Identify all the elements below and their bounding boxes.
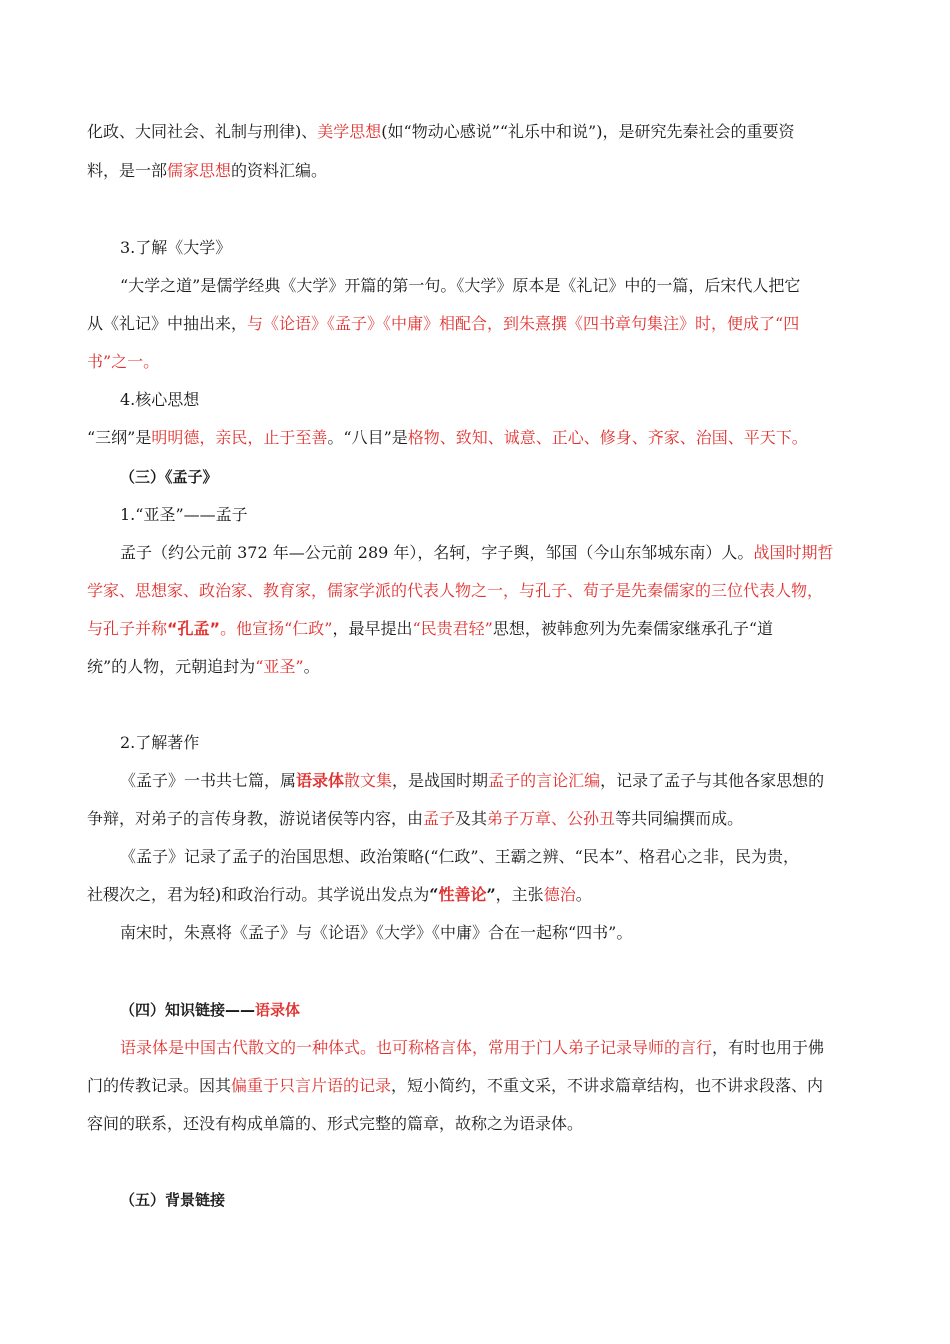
- paragraph-line: 从《礼记》中抽出来，与《论语》《孟子》《中庸》相配合，到朱熹撰《四书章句集注》时，便成了“四: [87, 314, 800, 333]
- section-heading: （三）《孟子》: [120, 468, 218, 486]
- highlight-bold: “孔孟”: [167, 619, 221, 638]
- highlight: 格物、致知、诚意、正心、修身、齐家、治国、平天下。: [407, 428, 808, 447]
- highlight-bold: 性善论: [438, 885, 487, 904]
- highlight: 孟子: [423, 809, 456, 828]
- paragraph-line: 容间的联系，还没有构成单篇的、形式完整的篇章，故称之为语录体。: [87, 1114, 584, 1133]
- paragraph-line: 学家、思想家、政治家、教育家，儒家学派的代表人物之一，与孔子、荀子是先秦儒家的三位代表人物，: [87, 581, 824, 600]
- highlight: “民贵君轻”: [412, 619, 493, 638]
- section-heading: （四）知识链接——语录体: [120, 1001, 301, 1019]
- paragraph-line: 料，是一部儒家思想的资料汇编。: [87, 161, 328, 180]
- subsection-title: 1.“亚圣”——孟子: [120, 505, 248, 524]
- paragraph-line: 南宋时，朱熹将《孟子》与《论语》《大学》《中庸》合在一起称“四书”。: [120, 923, 633, 942]
- highlight: 语录体是中国古代散文的一种体式。也可称格言体，常用于门人弟子记录导师的言行: [120, 1038, 713, 1057]
- paragraph-line: 化政、大同社会、礼制与刑律)、美学思想(如“物动心感说”“礼乐中和说”)，是研究先秦社会的重要资: [87, 122, 795, 141]
- highlight: “仁政”: [284, 619, 333, 638]
- subsection-title: 4.核心思想: [120, 390, 200, 409]
- paragraph-line: 争辩，对弟子的言传身教，游说诸侯等内容，由孟子及其弟子万章、公孙丑等共同编撰而成。: [87, 809, 744, 828]
- highlight: 偏重于只言片语的记录: [231, 1076, 392, 1095]
- paragraph-line: 《孟子》一书共七篇，属语录体散文集，是战国时期孟子的言论汇编，记录了孟子与其他各家思想的: [120, 771, 825, 790]
- highlight: 美学思想: [317, 122, 382, 141]
- paragraph-line: “三纲”是明明德，亲民，止于至善。“八目”是格物、致知、诚意、正心、修身、齐家、治国、平天下。: [87, 428, 808, 447]
- highlight: 儒家思想: [167, 161, 232, 180]
- paragraph-line: 孟子（约公元前 372 年—公元前 289 年），名轲，字子舆，邹国（今山东邹城东南）人。战国时期哲: [120, 543, 834, 562]
- highlight: 语录体: [255, 1001, 301, 1019]
- highlight: 明明德，亲民，止于至善: [151, 428, 328, 447]
- paragraph-line: 社稷次之，君为轻)和政治行动。其学说出发点为“性善论”，主张德治。: [87, 885, 592, 904]
- paragraph-line: 与孔子并称“孔孟”。他宣扬“仁政”，最早提出“民贵君轻”思想，被韩愈列为先秦儒家继承孔子“道: [87, 619, 774, 638]
- paragraph-line: “大学之道”是儒学经典《大学》开篇的第一句。《大学》原本是《礼记》中的一篇，后宋代人把它: [120, 276, 801, 295]
- highlight: 德治: [543, 885, 576, 904]
- paragraph-line: 统”的人物，元朝追封为“亚圣”。: [87, 657, 320, 676]
- paragraph-line: 书”之一。: [87, 352, 160, 371]
- highlight: 孟子的言论汇编: [488, 771, 601, 790]
- highlight-bold: 语录体: [296, 771, 345, 790]
- paragraph-line: 《孟子》记录了孟子的治国思想、政治策略(“仁政”、王霸之辨、“民本”、格君心之非，民为贵，: [120, 847, 799, 866]
- highlight: 与《论语》《孟子》《中庸》相配合，到朱熹撰《四书章句集注》时，便成了“四: [247, 314, 800, 333]
- section-heading: （五）背景链接: [120, 1191, 226, 1209]
- highlight: “亚圣”: [255, 657, 304, 676]
- paragraph-line: 门的传教记录。因其偏重于只言片语的记录，短小简约，不重文采，不讲求篇章结构，也不讲求段落、内: [87, 1076, 824, 1095]
- highlight: 弟子万章、公孙丑: [487, 809, 616, 828]
- subsection-title: 3.了解《大学》: [120, 238, 232, 257]
- subsection-title: 2.了解著作: [120, 733, 200, 752]
- paragraph-line: 语录体是中国古代散文的一种体式。也可称格言体，常用于门人弟子记录导师的言行，有时也用于佛: [120, 1038, 825, 1057]
- highlight: 战国时期哲: [753, 543, 834, 562]
